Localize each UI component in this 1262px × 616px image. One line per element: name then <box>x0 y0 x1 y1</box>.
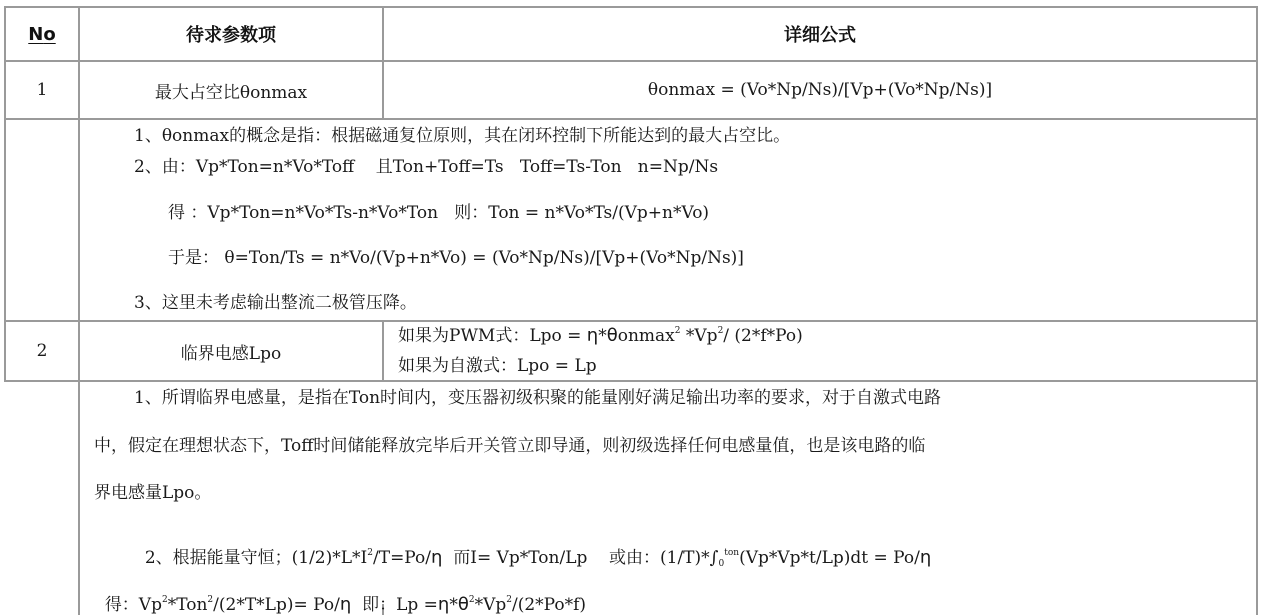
row1-param: 最大占空比θonmax <box>154 82 308 103</box>
row1-note-5: 3、这里未考虑输出整流二极管压降。 <box>134 293 417 313</box>
row2-note-line-2: 中，假定在理想状态下，Toff时间储能释放完毕后开关管立即导通，则初级选择任何电感量值，也是该电路的临 <box>94 436 926 456</box>
row2-note-line-1: 1、所谓临界电感量，是指在Ton时间内，变压器初级积聚的能量刚好满足输出功率的要求，对于自激式电路 <box>134 388 942 408</box>
row1-note-4: 于是： θ=Ton/Ts = n*Vo/(Vp+n*Vo) = (Vo*Np/Ns)/[Vp+(Vo*Np/Ns)] <box>168 248 744 268</box>
row2-energy-line: 2、根据能量守恒；$(1/2)*L*I^2/T=Po/\eta$ 而I= Vp*Ton/Lp 或由：$(1/T)*\int_0^{ton}(Vp*Vp*t/Lp)dt = Po/\eta$ <box>144 547 932 569</box>
row-divider-2 <box>4 380 1258 382</box>
row1-note-1: 1、θonmax的概念是指：根据磁通复位原则，其在闭环控制下所能达到的最大占空比。 <box>134 126 791 146</box>
row1-note-2: 2、由：Vp*Ton=n*Vo*Toff 且Ton+Toff=Ts Toff=Ts-Ton n=Np/Ns <box>134 157 719 177</box>
header-no-label: No <box>28 23 56 45</box>
row2-formula-self-excited: 如果为自激式：Lpo = Lp <box>398 356 597 376</box>
row2-formula-pwm: 如果为PWM式：Lpo = η*θonmax$^2$ *Vp$^2$/ (2*f*Po) <box>398 325 803 346</box>
row2-result-line: 得：$Vp^2*Ton^2/(2*T*Lp)= Po/\eta$ 即：$Lp =\eta*\theta^2*Vp^2/(2*Po*f)$ <box>104 594 587 615</box>
row2-index: 2 <box>36 341 48 361</box>
header-formula: 详细公式 <box>784 25 856 46</box>
row-divider-1 <box>4 118 1258 120</box>
row2-note-line-3: 界电感量Lpo。 <box>94 483 212 503</box>
border-right <box>1256 6 1258 615</box>
row1-note-3: 得 ：Vp*Ton=n*Vo*Ts-n*Vo*Ton 则：Ton = n*Vo*Ts/(Vp+n*Vo) <box>168 203 710 223</box>
header-no <box>6 8 78 60</box>
row1-index: 1 <box>36 80 48 100</box>
header-param: 待求参数项 <box>186 25 276 46</box>
row2-param: 临界电感Lpo <box>180 343 282 364</box>
column-divider-param-row2 <box>382 320 384 382</box>
row1-formula: θonmax = (Vo*Np/Ns)/[Vp+(Vo*Np/Ns)] <box>647 80 993 100</box>
